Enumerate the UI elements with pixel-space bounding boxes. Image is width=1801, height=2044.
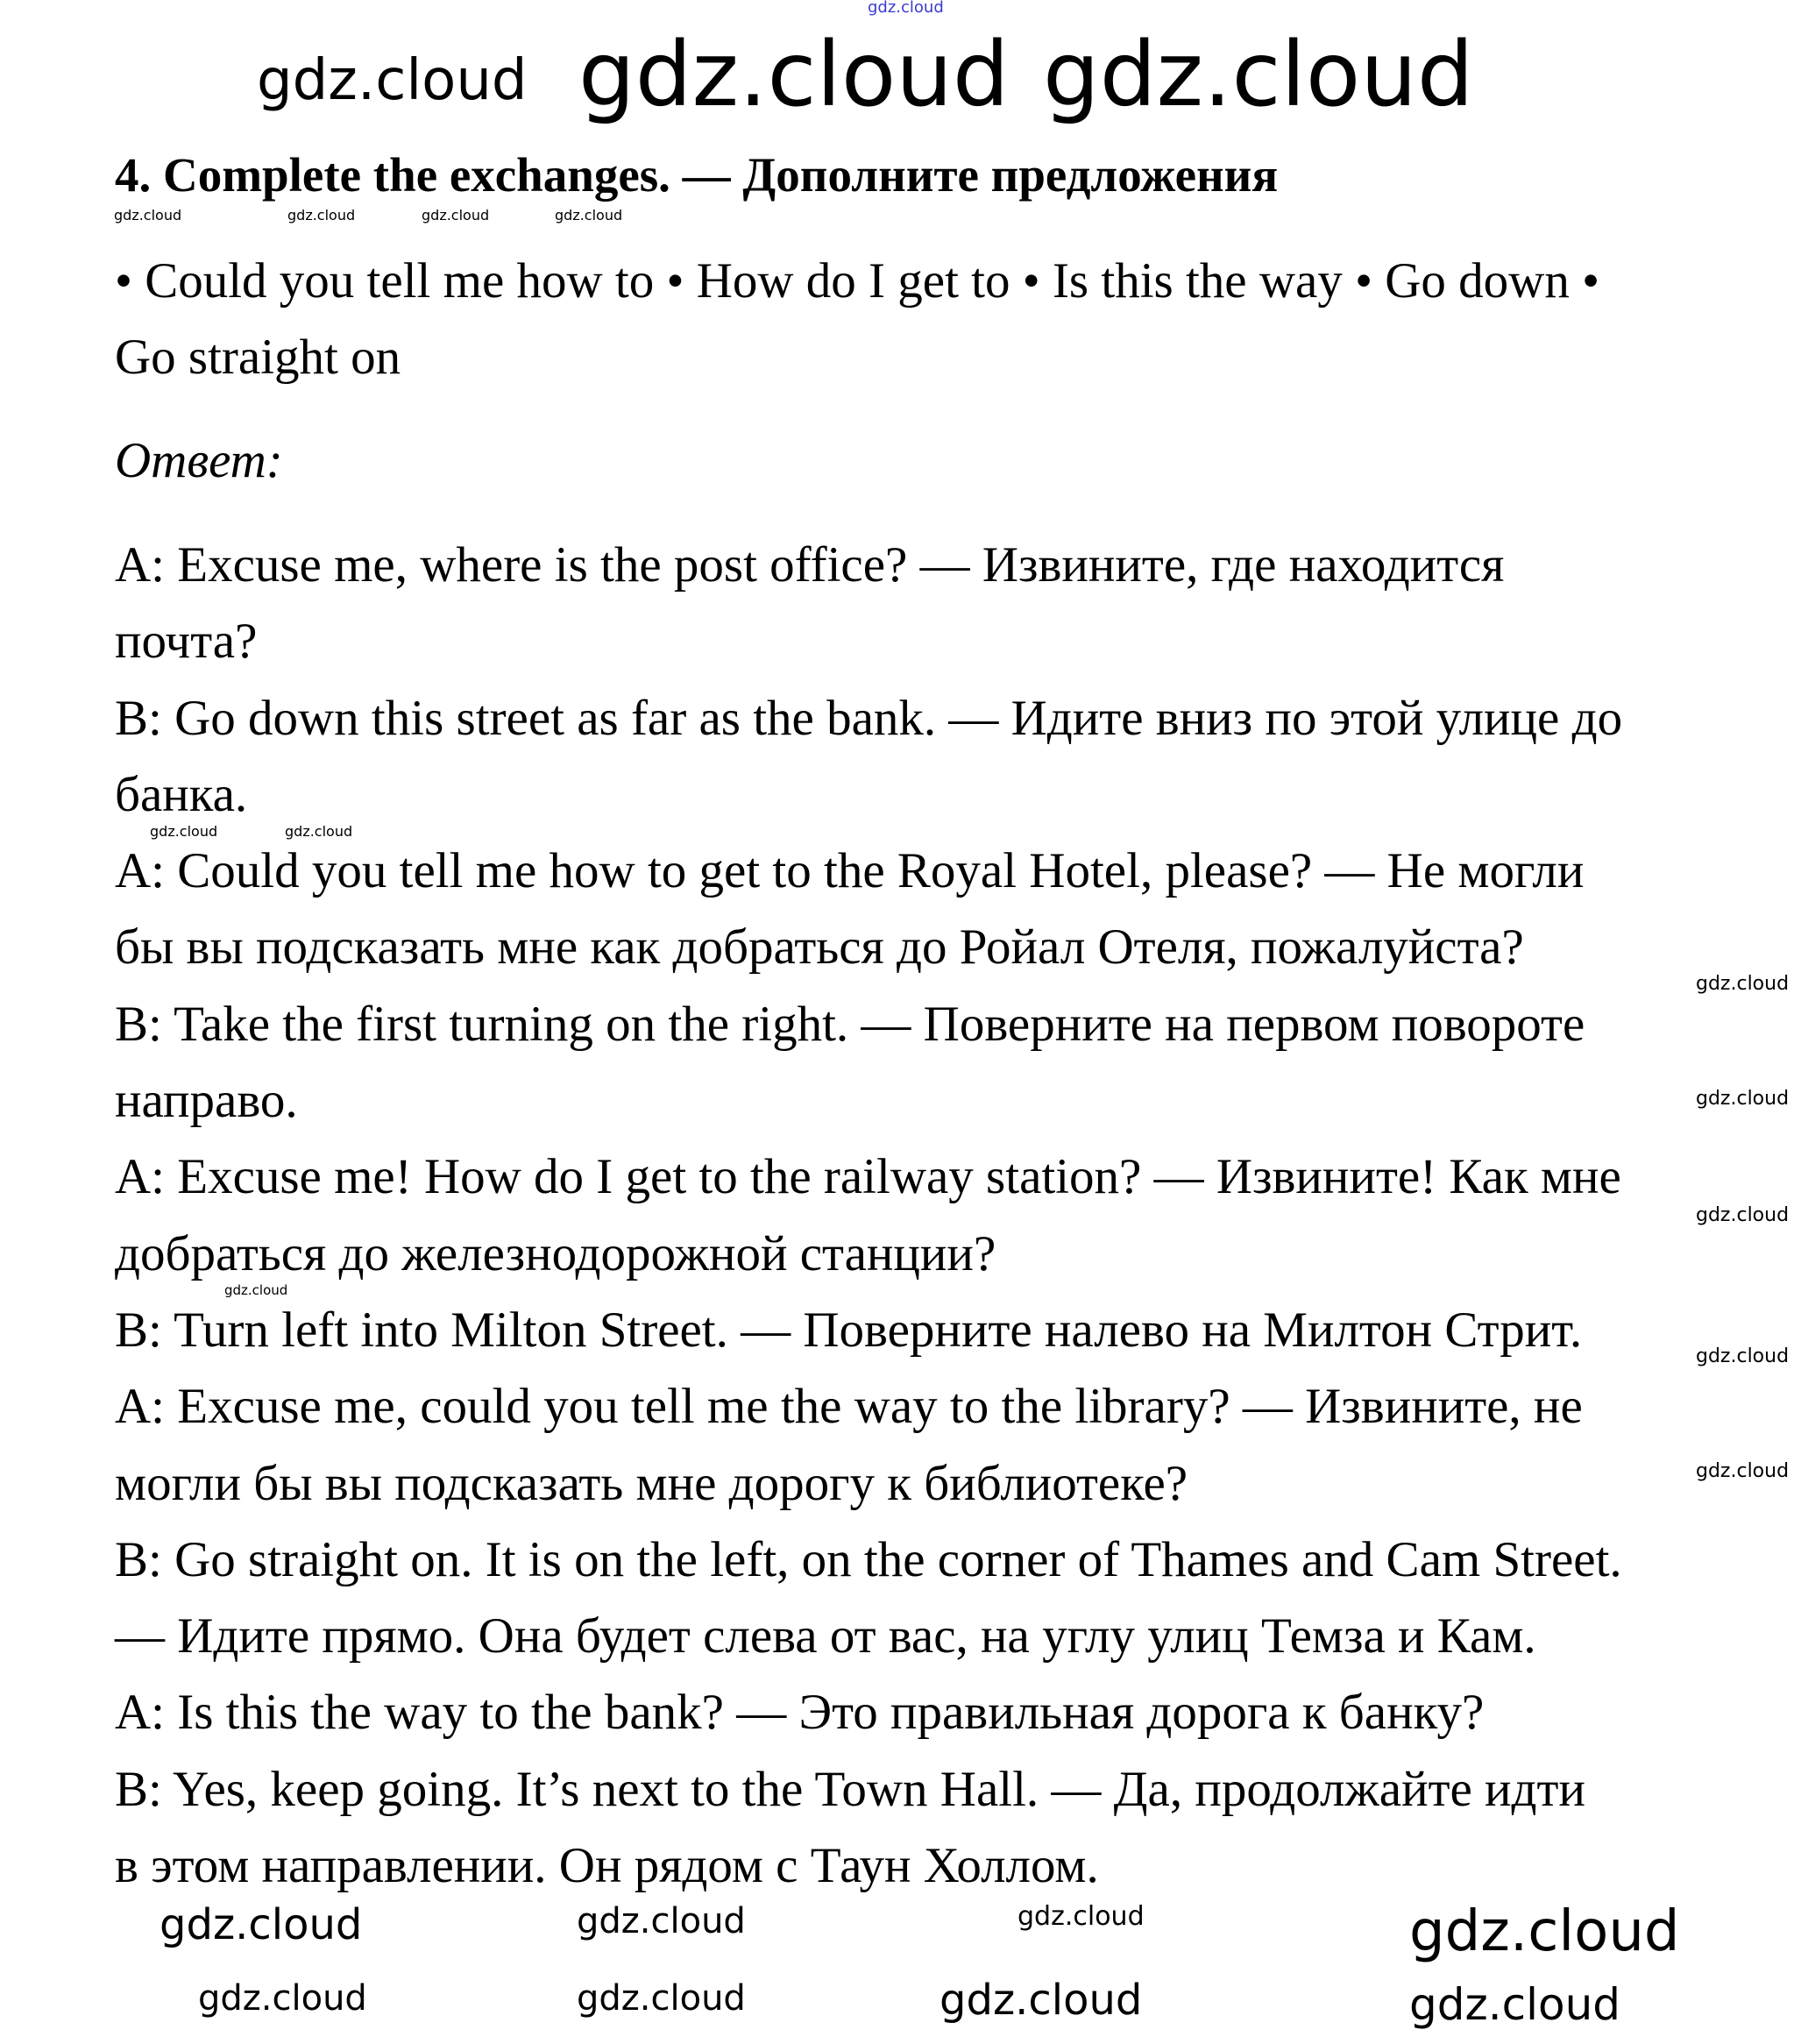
answer-line: бы вы подсказать мне как добраться до Ройал Отеля, пожалуйста? — [115, 919, 1524, 976]
word-box-line: • Could you tell me how to • How do I get to • Is this the way • Go down • — [115, 253, 1600, 309]
answer-line: A: Could you tell me how to get to the Royal Hotel, please? — Не могли — [115, 843, 1585, 899]
watermark: gdz.cloud — [1696, 1204, 1790, 1226]
watermark: gdz.cloud — [287, 207, 356, 224]
watermark: gdz.cloud — [577, 1978, 746, 2019]
watermark: gdz.cloud — [198, 1978, 367, 2019]
answer-text — [115, 527, 1622, 1904]
watermark: gdz.cloud — [868, 0, 944, 17]
watermark: gdz.cloud — [1696, 1460, 1790, 1482]
exercise-title: 4. Complete the exchanges. — Дополните предложения — [115, 148, 1279, 202]
watermark: gdz.cloud — [422, 207, 490, 224]
answer-line: могли бы вы подсказать мне дорогу к библиотеке? — [115, 1455, 1188, 1511]
answer-line: B: Turn left into Milton Street. — Поверните налево на Милтон Стрит. — [115, 1302, 1583, 1358]
watermark: gdz.cloud — [577, 1901, 746, 1941]
word-box — [115, 243, 1599, 396]
answer-line: B: Go straight on. It is on the left, on the corner of Thames and Cam Street. — [115, 1531, 1622, 1587]
watermark: gdz.cloud — [1696, 1088, 1790, 1110]
watermark: gdz.cloud — [114, 207, 182, 224]
word-box-line: Go straight on — [115, 330, 401, 386]
answer-line: B: Go down this street as far as the bank. — Идите вниз по этой улице до — [115, 690, 1623, 746]
watermark: gdz.cloud — [160, 1900, 363, 1949]
answer-line: почта? — [115, 614, 258, 670]
watermark: gdz.cloud — [1696, 973, 1790, 995]
answer-line: B: Take the first turning on the right. — Поверните на первом повороте — [115, 996, 1585, 1052]
answer-line: в этом направлении. Он рядом с Таун Холлом. — [115, 1838, 1099, 1894]
watermark: gdz.cloud — [224, 1282, 288, 1298]
watermark: gdz.cloud — [1017, 1901, 1145, 1932]
watermark: gdz.cloud — [939, 1976, 1143, 2025]
answer-line: направо. — [115, 1073, 298, 1129]
answer-line: A: Excuse me! How do I get to the railway station? — Извините! Как мне — [115, 1149, 1621, 1205]
watermark: gdz.cloud — [1043, 23, 1474, 127]
answer-label: Ответ: — [115, 433, 283, 488]
watermark: gdz.cloud — [285, 822, 353, 840]
answer-line: A: Excuse me, where is the post office? — Извините, где находится — [115, 537, 1505, 593]
answer-line: добраться до железнодорожной станции? — [115, 1225, 996, 1281]
answer-line: A: Excuse me, could you tell me the way to the library? — Извините, не — [115, 1379, 1583, 1435]
answer-line: B: Yes, keep going. It’s next to the Town Hall. — Да, продолжайте идти — [115, 1761, 1585, 1817]
answer-line: A: Is this the way to the bank? — Это правильная дорога к банку? — [115, 1685, 1485, 1741]
answer-line: — Идите прямо. Она будет слева от вас, на углу улиц Темза и Кам. — [115, 1608, 1536, 1664]
watermark: gdz.cloud — [150, 822, 218, 840]
watermark: gdz.cloud — [555, 207, 623, 224]
watermark: gdz.cloud — [1409, 1979, 1621, 2030]
watermark: gdz.cloud — [1696, 1345, 1790, 1367]
watermark: gdz.cloud — [1409, 1899, 1680, 1964]
watermark: gdz.cloud — [578, 23, 1010, 127]
watermark: gdz.cloud — [257, 48, 528, 113]
answer-line: банка. — [115, 766, 248, 822]
